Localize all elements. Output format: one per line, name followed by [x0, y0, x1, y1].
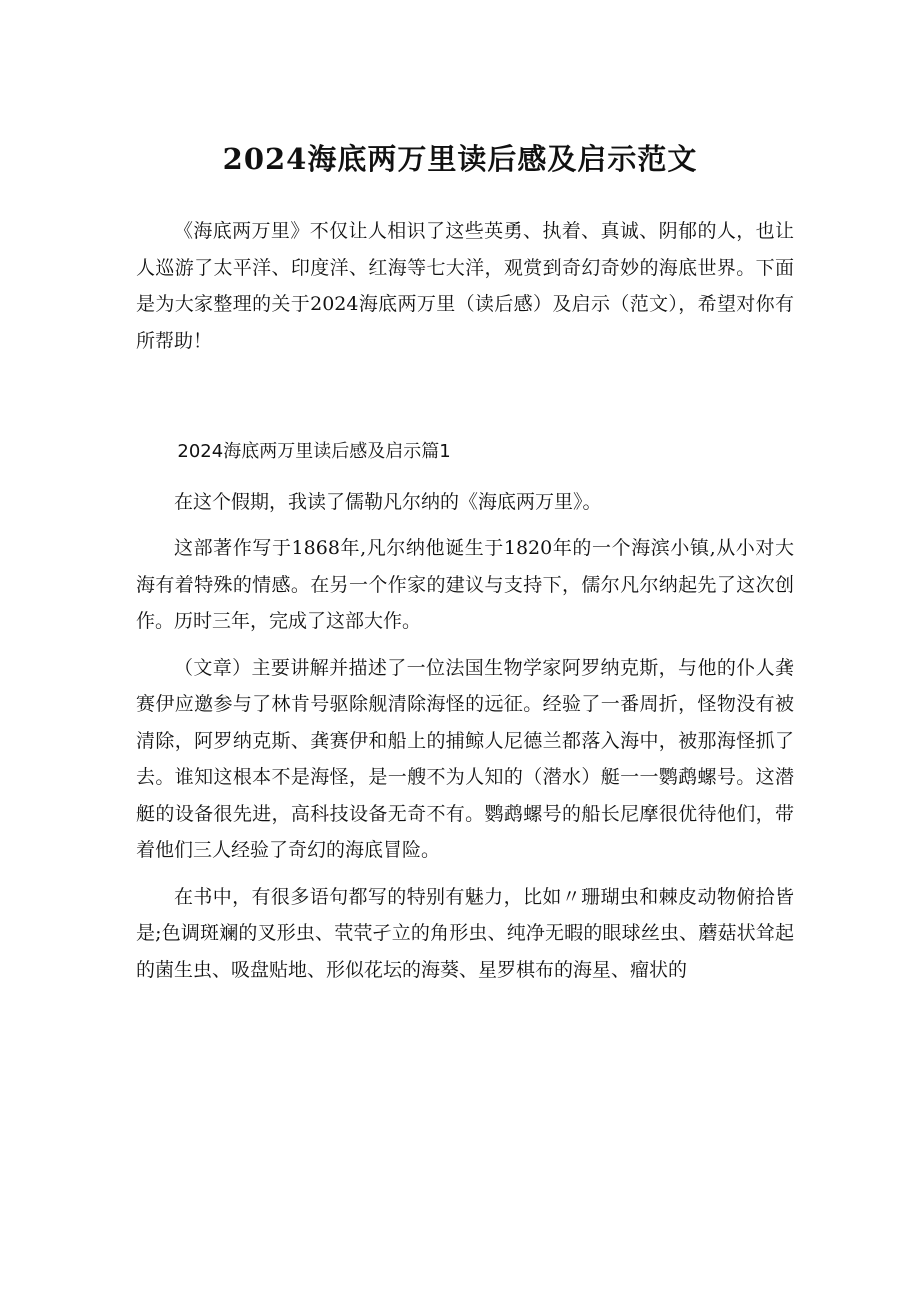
- body-paragraph: （文章）主要讲解并描述了一位法国生物学家阿罗纳克斯，与他的仆人龚赛伊应邀参与了林肯号驱除舰清除海怪的远征。经验了一番周折，怪物没有被清除，阿罗纳克斯、龚赛伊和船上的捕鲸人尼德兰都落入海中，被那海怪抓了去。谁知这根本不是海怪，是一艘不为人知的（潜水）艇一一鹦鹉螺号。这潜艇的设备很先进，高科技设备无奇不有。鹦鹉螺号的船长尼摩很优待他们，带着他们三人经验了奇幻的海底冒险。: [136, 656, 794, 861]
- intro-paragraph: 《海底两万里》不仅让人相识了这些英勇、执着、真诚、阴郁的人，也让人巡游了太平洋、印度洋、红海等七大洋，观赏到奇幻奇妙的海底世界。下面是为大家整理的关于2024海底两万里（读后感）及启示（范文），希望对你有所帮助！: [136, 220, 794, 352]
- document-title: 2024海底两万里读后感及启示范文: [222, 142, 698, 176]
- body-paragraph: 在这个假期，我读了儒勒凡尔纳的《海底两万里》。: [174, 490, 602, 513]
- body-paragraph: 在书中，有很多语句都写的特别有魅力，比如〃珊瑚虫和棘皮动物俯拾皆是;色调斑斓的叉形虫、茕茕孑立的角形虫、纯净无暇的眼球丝虫、蘑菇状耸起的菌生虫、吸盘贴地、形似花坛的海葵、星罗棋布的海星、瘤状的: [136, 885, 794, 981]
- document-body: [136, 213, 794, 988]
- body-paragraph: 这部著作写于1868年,凡尔纳他诞生于1820年的一个海滨小镇,从小对大海有着特殊的情感。在另一个作家的建议与支持下，儒尔凡尔纳起先了这次创作。历时三年，完成了这部大作。: [136, 537, 794, 632]
- section-heading: 2024海底两万里读后感及启示篇1: [177, 441, 451, 462]
